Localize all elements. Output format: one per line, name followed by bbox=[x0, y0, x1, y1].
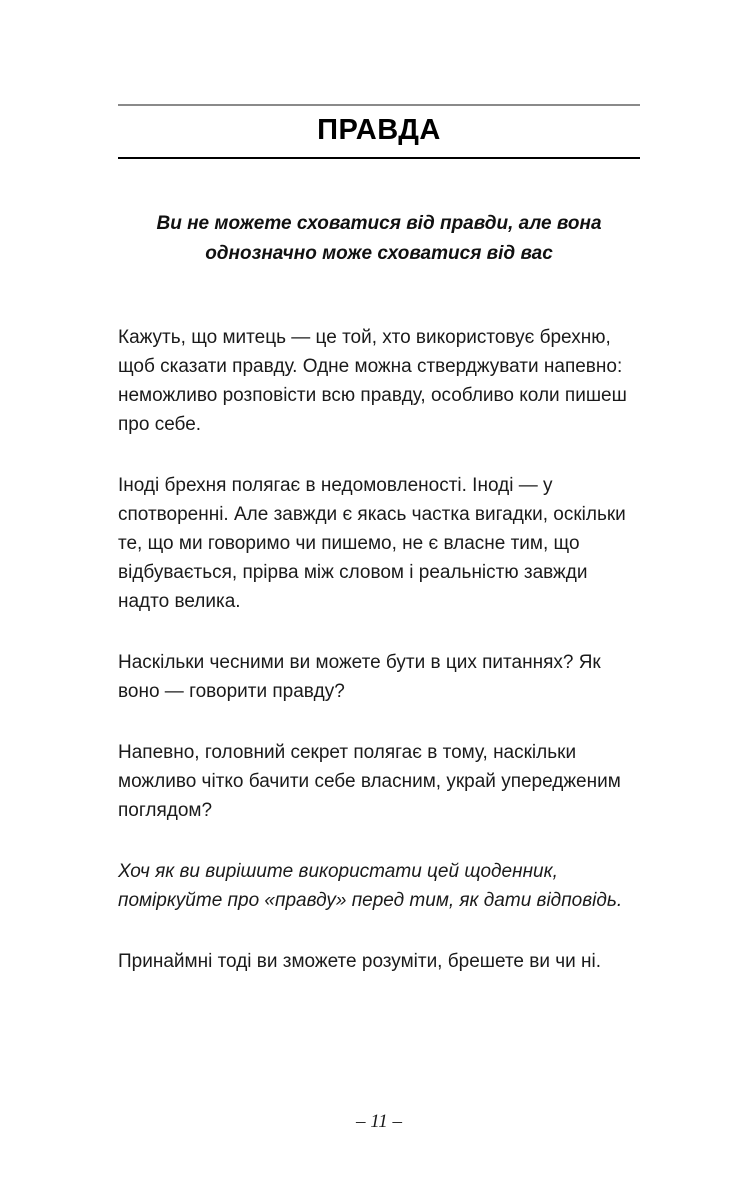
body-paragraph: Хоч як ви вирішите використати цей щоденник, поміркуйте про «правду» перед тим, як дати відповідь. bbox=[118, 861, 623, 911]
body-paragraph: Напевно, головний секрет полягає в тому, наскільки можливо чітко бачити себе власним, украй упередженим поглядом? bbox=[118, 742, 621, 821]
chapter-subtitle: Ви не можете сховатися від правди, але вона однозначно може сховатися від вас bbox=[156, 213, 602, 264]
book-page bbox=[118, 0, 640, 1181]
body-paragraph: Кажуть, що митець — це той, хто використовує брехню, щоб сказати правду. Одне можна стверджувати напевно: неможливо розповісти всю правду, особливо коли пишеш про себе. bbox=[118, 327, 627, 435]
body-text bbox=[118, 323, 640, 976]
title-rule-bottom bbox=[118, 157, 640, 159]
body-paragraph: Принаймні тоді ви зможете розуміти, брешете ви чи ні. bbox=[118, 951, 602, 972]
chapter-title: ПРАВДА bbox=[317, 114, 441, 146]
chapter-title-block bbox=[118, 104, 640, 159]
body-paragraph: Наскільки чесними ви можете бути в цих питаннях? Як воно — говорити правду? bbox=[118, 652, 601, 702]
page-number: – 11 – bbox=[355, 1111, 403, 1132]
body-paragraph: Іноді брехня полягає в недомовленості. Іноді — у спотворенні. Але завжди є якась частка вигадки, оскільки те, що ми говоримо чи пишемо, не є власне тим, що відбувається, прірва між словом і реальністю завжди надто велика. bbox=[118, 475, 626, 612]
title-rule-top bbox=[118, 104, 640, 106]
